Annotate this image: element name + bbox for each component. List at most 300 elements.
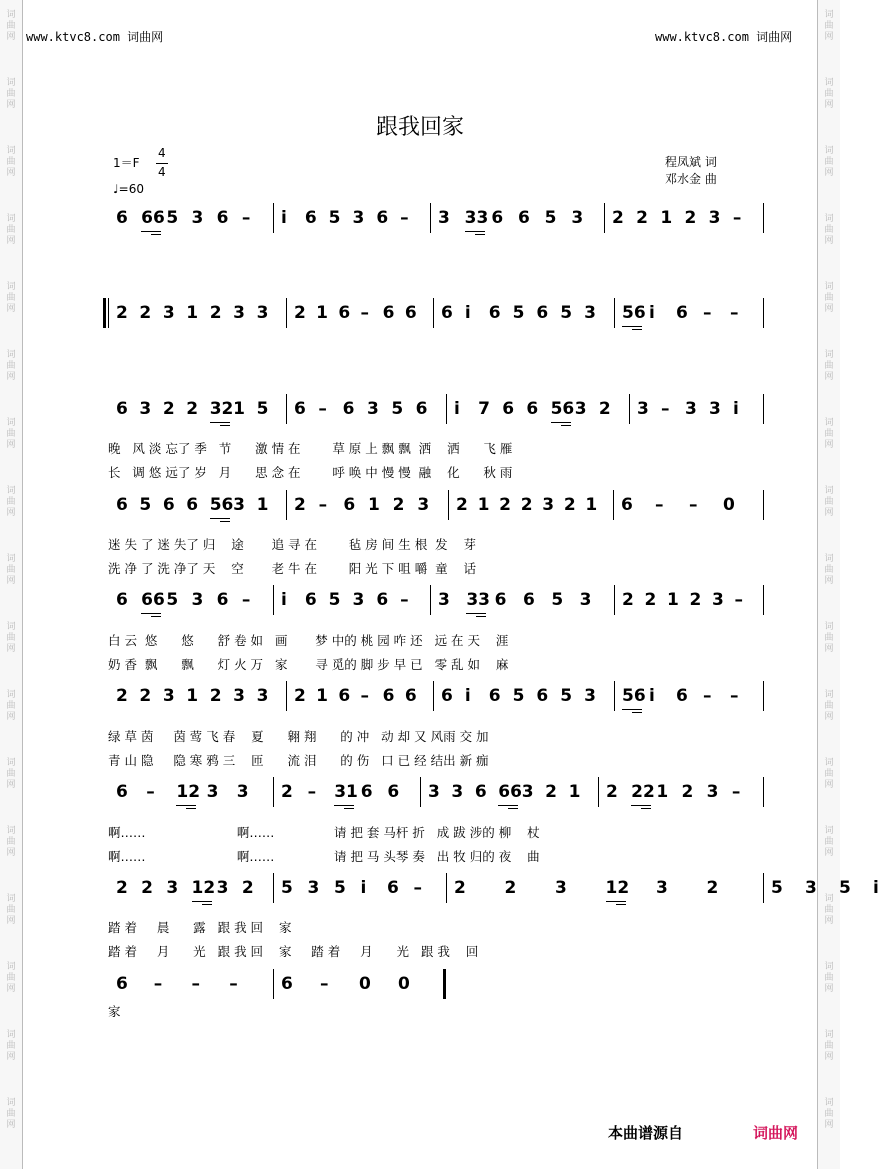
- watermark-glyph: 曲: [6, 973, 16, 983]
- bar-line: [598, 777, 599, 807]
- watermark-glyph: 词: [824, 894, 834, 904]
- repeat-start-bar: [103, 298, 106, 328]
- bar-line: [448, 490, 449, 520]
- bar-line: [433, 298, 434, 328]
- beam-line: [220, 425, 230, 426]
- note: 3: [637, 399, 649, 419]
- score-row: [108, 873, 879, 903]
- note: 56: [622, 303, 646, 323]
- source-site-link[interactable]: 词曲网: [753, 1124, 799, 1142]
- watermark-glyph: 曲: [824, 565, 834, 575]
- note: 3: [417, 495, 430, 515]
- note: 2: [563, 495, 576, 515]
- note: i: [360, 878, 367, 898]
- note: 1: [316, 686, 328, 706]
- watermark-glyph: 曲: [6, 701, 16, 711]
- lyric-line: 晚 风 淡 忘了 季 节 激 情 在 草 原 上 飘 飘 洒 洒 飞 雁: [108, 441, 513, 456]
- bar-line: [763, 777, 764, 807]
- watermark-glyph: 曲: [6, 837, 16, 847]
- lyric-line: 洗 净 了 洗 净了 天 空 老 牛 在 阳 光 下 咀 嚼 童 话: [108, 561, 477, 576]
- watermark-glyph: 曲: [824, 701, 834, 711]
- lyric-line: 踏 着 晨 露 跟 我 回 家: [108, 920, 292, 935]
- composer-credit: 邓水金 曲: [665, 172, 717, 186]
- note: 3: [191, 208, 204, 228]
- beam-line: [151, 616, 161, 617]
- note: 5: [560, 686, 573, 706]
- watermark-glyph: 网: [824, 100, 834, 110]
- note: 3: [233, 303, 245, 323]
- note: i: [649, 686, 655, 706]
- note: 12: [191, 878, 216, 898]
- watermark-glyph: 曲: [6, 905, 16, 915]
- note: 3: [367, 399, 379, 419]
- watermark-glyph: 网: [6, 780, 16, 790]
- watermark-glyph: 曲: [824, 1109, 834, 1119]
- beam-line: [202, 904, 212, 905]
- watermark-glyph: 曲: [824, 1041, 834, 1051]
- beam-line: [220, 521, 230, 522]
- note: 2: [241, 878, 254, 898]
- score-row: [108, 490, 763, 520]
- watermark-glyph: 词: [6, 690, 16, 700]
- score-row: [108, 394, 763, 424]
- beam-line: [632, 712, 642, 713]
- beam-line: [141, 613, 161, 614]
- watermark-glyph: 词: [824, 962, 834, 972]
- note: 3: [162, 686, 175, 706]
- note: 3: [584, 303, 596, 323]
- score-row: [108, 298, 763, 328]
- beam-line: [551, 422, 571, 423]
- note: 6: [621, 495, 633, 515]
- watermark-glyph: 网: [6, 644, 16, 654]
- watermark-glyph: 词: [6, 758, 16, 768]
- note: 56: [550, 399, 575, 419]
- note: –: [655, 495, 664, 515]
- note: 3: [709, 399, 721, 419]
- bar-line: [763, 394, 764, 424]
- bar-line: [273, 873, 274, 903]
- note: 5: [139, 495, 152, 515]
- lyric-line: 奶 香 飘 飘 灯 火 万 家 寻 觅的 脚 步 早 已 零 乱 如 麻: [108, 657, 509, 672]
- lyric-line: 绿 草 茵 茵 莺 飞 春 夏 翱 翔 的 冲 动 却 又 风雨 交 加: [108, 729, 489, 744]
- beam-line: [192, 901, 212, 902]
- note: 6: [488, 686, 501, 706]
- note: 5: [334, 878, 346, 898]
- note: 2: [186, 399, 199, 419]
- tempo-mark: ♩=60: [113, 182, 144, 196]
- bar-line: [614, 585, 615, 615]
- watermark-glyph: 曲: [824, 497, 834, 507]
- watermark-glyph: 曲: [6, 89, 16, 99]
- note: 12: [176, 782, 201, 802]
- note: 22: [631, 782, 655, 802]
- header-url-right[interactable]: www.ktvc8.com 词曲网: [655, 30, 793, 44]
- watermark-glyph: 词: [824, 282, 834, 292]
- bar-line: [614, 681, 615, 711]
- note: 6: [116, 399, 128, 419]
- watermark-glyph: 网: [6, 440, 16, 450]
- watermark-glyph: 词: [824, 1030, 834, 1040]
- note: 1: [585, 495, 598, 515]
- note: 2: [456, 495, 468, 515]
- note: 0: [398, 974, 410, 994]
- note: 5: [544, 208, 557, 228]
- watermark-glyph: 网: [6, 100, 16, 110]
- watermark-glyph: 词: [6, 214, 16, 224]
- note: –: [734, 590, 743, 610]
- time-signature-top: 4: [158, 146, 166, 160]
- note: 6: [216, 590, 229, 610]
- note: 33: [464, 208, 489, 228]
- note: 3: [352, 208, 365, 228]
- note: 6: [518, 208, 530, 228]
- note: 6: [441, 303, 453, 323]
- note: 2: [612, 208, 624, 228]
- watermark-glyph: 词: [6, 894, 16, 904]
- note: 3: [521, 782, 534, 802]
- watermark-glyph: 曲: [824, 225, 834, 235]
- watermark-glyph: 网: [824, 848, 834, 858]
- beam-line: [616, 904, 626, 905]
- watermark-glyph: 网: [824, 1052, 834, 1062]
- watermark-glyph: 网: [824, 780, 834, 790]
- watermark-glyph: 网: [824, 916, 834, 926]
- note: –: [703, 303, 712, 323]
- bar-line: [763, 681, 764, 711]
- note: 2: [598, 399, 611, 419]
- watermark-glyph: 网: [6, 984, 16, 994]
- note: 6: [523, 590, 535, 610]
- watermark-glyph: 词: [824, 350, 834, 360]
- watermark-glyph: 网: [824, 576, 834, 586]
- note: 1: [477, 495, 490, 515]
- note: –: [307, 782, 317, 802]
- watermark-glyph: 词: [824, 418, 834, 428]
- note: 32: [209, 399, 234, 419]
- note: 3: [233, 495, 245, 515]
- note: 56: [209, 495, 234, 515]
- note: i: [464, 303, 471, 323]
- beam-line: [498, 805, 518, 806]
- note: 6: [536, 303, 549, 323]
- watermark-glyph: 网: [6, 712, 16, 722]
- note: 0: [359, 974, 371, 994]
- note: 3: [805, 878, 817, 898]
- note: 2: [644, 590, 657, 610]
- bar-line: [443, 969, 446, 999]
- bar-line: [446, 394, 447, 424]
- song-title: 跟我回家: [375, 115, 464, 140]
- note: 1: [316, 303, 328, 323]
- note: 5: [328, 208, 341, 228]
- note: 5: [771, 878, 783, 898]
- note: –: [360, 686, 369, 706]
- watermark-glyph: 词: [824, 214, 834, 224]
- note: 6: [162, 495, 175, 515]
- note: 3: [685, 399, 697, 419]
- bar-line: [763, 298, 764, 328]
- lyric-line: 啊…… 啊…… 请 把 套 马杆 折 成 跋 涉的 柳 杖: [108, 825, 540, 840]
- note: –: [413, 878, 422, 898]
- lyric-line: 啊…… 啊…… 请 把 马 头琴 奏 出 牧 归的 夜 曲: [108, 849, 540, 864]
- note: 2: [116, 878, 128, 898]
- note: 56: [622, 686, 646, 706]
- note: 5: [328, 590, 341, 610]
- note: 6: [360, 782, 373, 802]
- watermark-glyph: 词: [6, 486, 16, 496]
- bar-line: [273, 585, 274, 615]
- watermark-glyph: 曲: [6, 769, 16, 779]
- note: 1: [186, 686, 199, 706]
- lyricist-credit: 程凤斌 词: [665, 155, 717, 169]
- beam-line: [176, 805, 196, 806]
- note: 2: [684, 208, 697, 228]
- note: 6: [216, 208, 229, 228]
- watermark-glyph: 词: [824, 10, 834, 20]
- note: 2: [116, 686, 128, 706]
- lyric-line: 迷 失 了 迷 失了 归 途 追 寻 在 毡 房 间 生 根 发 芽: [108, 537, 477, 552]
- watermark-glyph: 词: [824, 146, 834, 156]
- watermark-glyph: 网: [824, 168, 834, 178]
- note: 6: [376, 590, 389, 610]
- note: 2: [454, 878, 466, 898]
- note: 6: [415, 399, 428, 419]
- watermark-glyph: 词: [6, 350, 16, 360]
- watermark-glyph: 词: [824, 690, 834, 700]
- watermark-glyph: 曲: [824, 21, 834, 31]
- note: 3: [216, 878, 229, 898]
- note: 6: [387, 782, 400, 802]
- note: 2: [689, 590, 702, 610]
- note: 6: [474, 782, 487, 802]
- note: 0: [723, 495, 735, 515]
- watermark-glyph: 曲: [824, 429, 834, 439]
- note: –: [191, 974, 200, 994]
- note: 2: [281, 782, 293, 802]
- watermark-glyph: 网: [6, 168, 16, 178]
- note: i: [733, 399, 739, 419]
- note: 6: [502, 399, 515, 419]
- score-row: [108, 777, 763, 807]
- bar-line: [430, 585, 431, 615]
- watermark-glyph: 词: [6, 962, 16, 972]
- watermark-glyph: 网: [824, 32, 834, 42]
- note: 6: [376, 208, 389, 228]
- watermark-glyph: 词: [6, 622, 16, 632]
- watermark-glyph: 词: [6, 10, 16, 20]
- bar-line: [286, 681, 287, 711]
- note: 33: [466, 590, 490, 610]
- watermark-glyph: 网: [824, 508, 834, 518]
- note: 3: [555, 878, 567, 898]
- note: i: [454, 399, 460, 419]
- note: 2: [139, 686, 152, 706]
- note: 1: [656, 782, 669, 802]
- note: 5: [512, 303, 525, 323]
- beam-line: [344, 808, 354, 809]
- beam-line: [151, 234, 161, 235]
- score-row: [108, 681, 763, 711]
- beam-line: [465, 231, 485, 232]
- note: 2: [294, 495, 306, 515]
- note: –: [241, 208, 251, 228]
- note: 6: [676, 686, 688, 706]
- bar-line: [763, 490, 764, 520]
- note: 6: [304, 208, 317, 228]
- watermark-glyph: 曲: [6, 21, 16, 31]
- note: –: [153, 974, 163, 994]
- beam-line: [561, 425, 571, 426]
- note: 2: [392, 495, 405, 515]
- beam-line: [476, 616, 486, 617]
- watermark-glyph: 网: [824, 1120, 834, 1130]
- watermark-glyph: 曲: [6, 429, 16, 439]
- lyric-line: 青 山 隐 隐 寒 鸦 三 匝 流 泪 的 伤 口 已 经 结出 新 痂: [108, 753, 489, 768]
- note: 6: [116, 974, 128, 994]
- watermark-glyph: 曲: [6, 1109, 16, 1119]
- beam-line: [622, 709, 642, 710]
- note: 3: [256, 686, 269, 706]
- note: 5: [551, 590, 564, 610]
- note: 3: [307, 878, 320, 898]
- note: 3: [236, 782, 249, 802]
- watermark-glyph: 曲: [824, 361, 834, 371]
- watermark-glyph: 曲: [6, 1041, 16, 1051]
- bar-line: [273, 777, 274, 807]
- note: 3: [206, 782, 219, 802]
- note: 6: [116, 208, 128, 228]
- bar-line: [763, 873, 764, 903]
- watermark-glyph: 词: [6, 1098, 16, 1108]
- watermark-glyph: 网: [824, 304, 834, 314]
- score-row: [108, 585, 763, 615]
- note: 5: [166, 590, 179, 610]
- note: 3: [191, 590, 204, 610]
- bar-line: [629, 394, 630, 424]
- watermark-glyph: 网: [6, 848, 16, 858]
- note: i: [464, 686, 471, 706]
- beam-line: [631, 805, 651, 806]
- watermark-glyph: 词: [824, 78, 834, 88]
- note: 6: [491, 208, 504, 228]
- note: –: [732, 208, 742, 228]
- note: 2: [622, 590, 634, 610]
- bar-line: [614, 298, 615, 328]
- note: –: [318, 495, 328, 515]
- note: 5: [560, 303, 573, 323]
- note: 2: [294, 303, 306, 323]
- note: 6: [404, 303, 417, 323]
- note: –: [689, 495, 698, 515]
- note: 2: [499, 495, 511, 515]
- note: 3: [584, 686, 596, 706]
- note: 3: [139, 399, 152, 419]
- note: 6: [382, 686, 395, 706]
- beam-line: [466, 613, 486, 614]
- note: 3: [451, 782, 464, 802]
- bar-line: [286, 394, 287, 424]
- note: 2: [162, 399, 175, 419]
- watermark-glyph: 词: [6, 826, 16, 836]
- watermark-glyph: 曲: [824, 837, 834, 847]
- score-row: [108, 203, 763, 233]
- watermark-glyph: 网: [824, 984, 834, 994]
- note: 1: [233, 399, 245, 419]
- note: –: [229, 974, 238, 994]
- beam-line: [141, 231, 161, 232]
- note: 6: [526, 399, 539, 419]
- note: 2: [636, 208, 648, 228]
- watermark-glyph: 曲: [824, 293, 834, 303]
- note: 3: [542, 495, 555, 515]
- note: 1: [568, 782, 581, 802]
- beam-line: [641, 808, 651, 809]
- note: 6: [441, 686, 453, 706]
- note: 6: [536, 686, 549, 706]
- note: 5: [281, 878, 293, 898]
- note: 6: [343, 495, 356, 515]
- beam-line: [186, 808, 196, 809]
- bar-line: [446, 873, 447, 903]
- watermark-glyph: 词: [6, 554, 16, 564]
- watermark-glyph: 词: [824, 486, 834, 496]
- note: 6: [304, 590, 317, 610]
- note: i: [873, 878, 879, 898]
- header-url-left[interactable]: www.ktvc8.com 词曲网: [26, 30, 164, 44]
- note: 3: [233, 686, 245, 706]
- watermark-glyph: 网: [6, 304, 16, 314]
- watermark-glyph: 网: [824, 236, 834, 246]
- watermark-glyph: 网: [6, 508, 16, 518]
- note: 3: [352, 590, 365, 610]
- note: –: [400, 590, 409, 610]
- watermark-glyph: 曲: [6, 157, 16, 167]
- bar-line: [273, 969, 274, 999]
- watermark-glyph: 网: [6, 372, 16, 382]
- bar-line: [286, 490, 287, 520]
- note: 7: [478, 399, 490, 419]
- note: 66: [498, 782, 522, 802]
- note: 6: [382, 303, 395, 323]
- lyric-line: 长 调 悠 远了 岁 月 思 念 在 呼 唤 中 慢 慢 融 化 秋 雨: [108, 465, 513, 480]
- watermark-glyph: 曲: [824, 905, 834, 915]
- note: 3: [579, 590, 592, 610]
- note: 1: [256, 495, 269, 515]
- note: –: [360, 303, 369, 323]
- watermark-glyph: 词: [6, 1030, 16, 1040]
- bar-line: [433, 681, 434, 711]
- watermark-glyph: 词: [6, 78, 16, 88]
- note: 3: [438, 590, 450, 610]
- note: 2: [545, 782, 557, 802]
- watermark-glyph: 词: [824, 622, 834, 632]
- note: 5: [256, 399, 269, 419]
- note: 3: [256, 303, 269, 323]
- note: 2: [606, 782, 618, 802]
- note: –: [731, 782, 741, 802]
- lyric-line: 家: [108, 1004, 121, 1019]
- watermark-glyph: 网: [6, 236, 16, 246]
- bar-line: [108, 298, 109, 328]
- key-signature: 1＝F: [113, 156, 140, 170]
- note: 5: [166, 208, 179, 228]
- note: 2: [294, 686, 306, 706]
- note: –: [703, 686, 712, 706]
- note: 2: [706, 878, 719, 898]
- watermark-glyph: 曲: [6, 565, 16, 575]
- note: –: [146, 782, 155, 802]
